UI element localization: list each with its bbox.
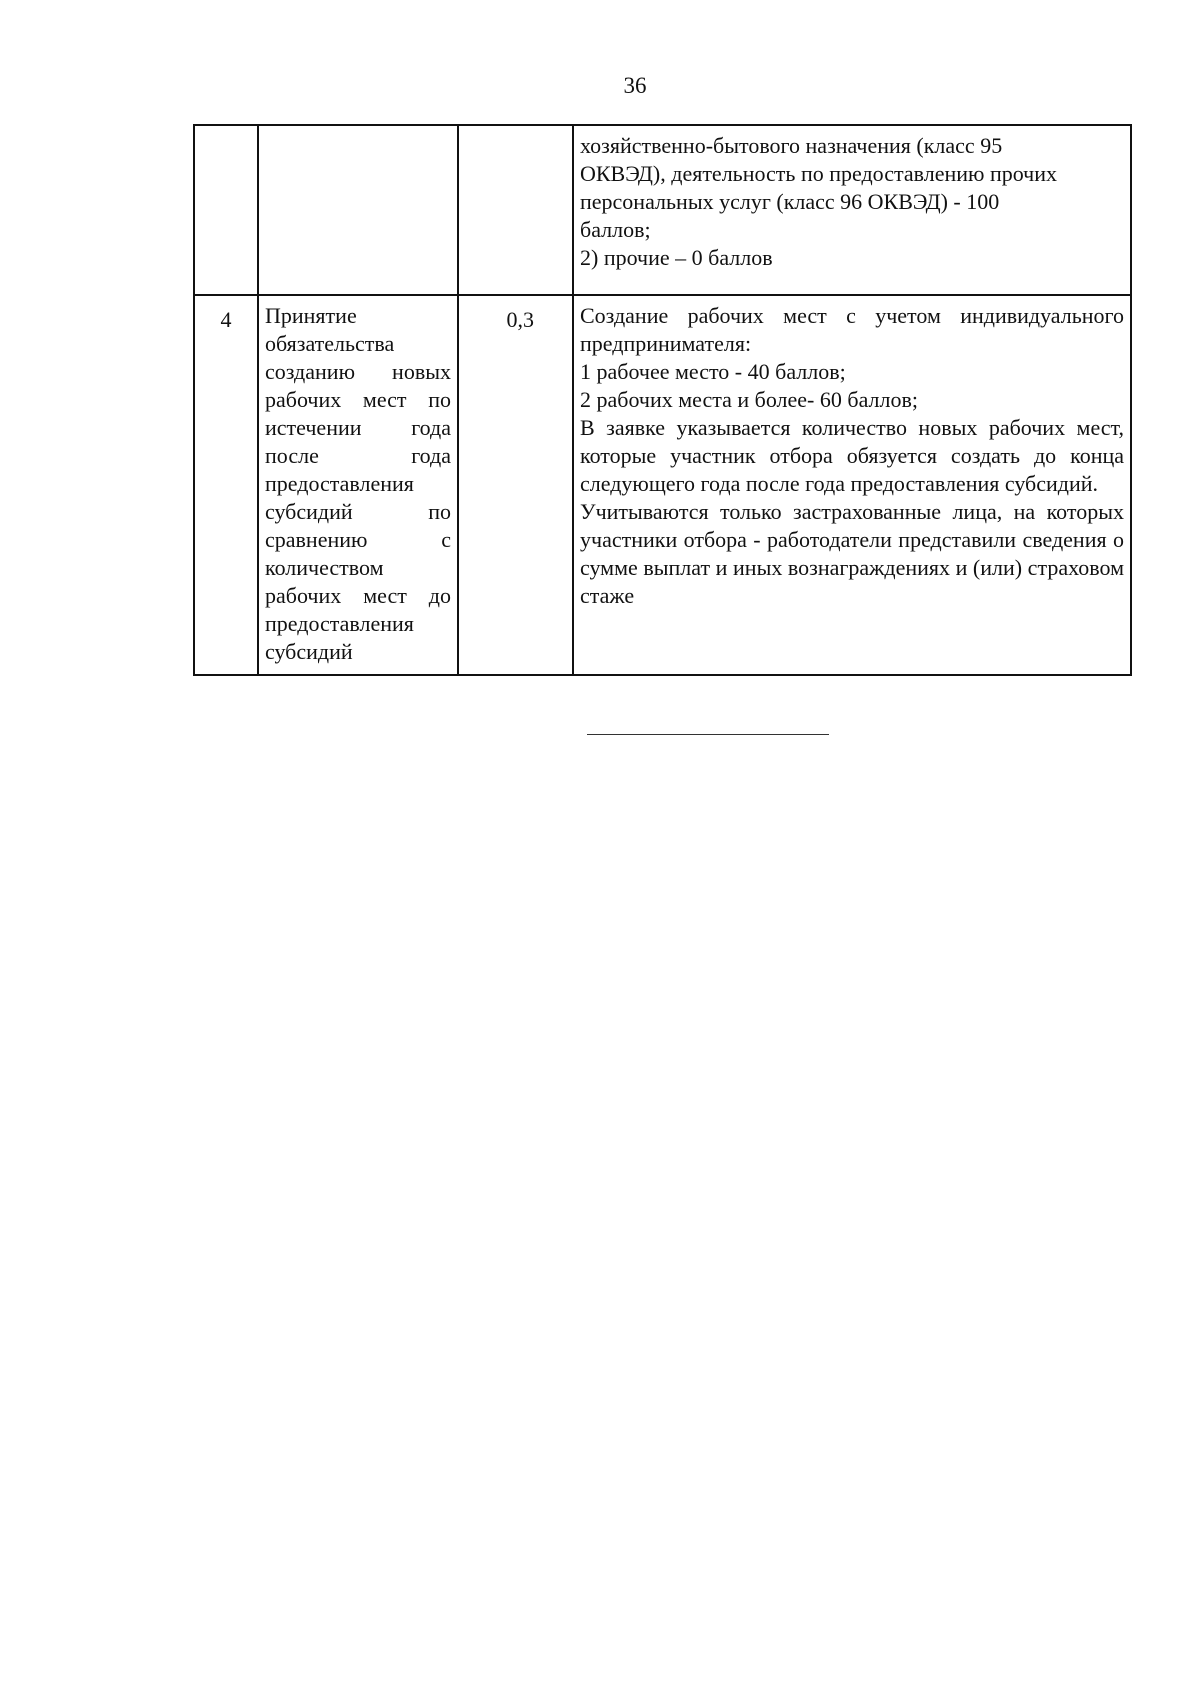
description-line: баллов; [580,217,651,242]
end-of-section-rule [587,734,829,735]
criterion-name-cell [258,125,458,295]
description-line: хозяйственно-бытового назначения (класс 95 [580,133,1003,158]
description-paragraph: В заявке указывается количество новых рабочих мест, которые участник отбора обязуется создать до конца следующего года после года предоставления субсидий. [580,415,1124,496]
criterion-description-cell [573,295,1131,675]
criteria-table [193,124,1132,676]
description-paragraph: 2 рабочих места и более- 60 баллов; [580,387,918,412]
row-number-cell: 4 [194,295,258,675]
weight-cell: 0,3 [458,295,573,675]
description-line: 2) прочие – 0 баллов [580,245,773,270]
description-paragraph: Создание рабочих мест с учетом индивидуального предпринимателя: [580,303,1124,356]
description-line: персональных услуг (класс 96 ОКВЭД) - 100 [580,189,1000,214]
row-number-cell [194,125,258,295]
description-paragraph: 1 рабочее место - 40 баллов; [580,359,846,384]
page-number: 36 [623,73,647,98]
table-row [194,295,1131,675]
table-row [194,125,1131,295]
weight-cell [458,125,573,295]
description-line: ОКВЭД), деятельность по предоставлению прочих [580,161,1057,186]
criterion-description-cell [573,125,1131,295]
criterion-name-cell: Принятие обязательства созданию новых рабочих мест по истечении года после года предоставления субсидий по сравнению с количеством рабочих мест до предоставления субсидий [258,295,458,675]
description-paragraph: Учитываются только застрахованные лица, на которых участники отбора - работодатели представили сведения о сумме выплат и иных вознаграждениях и (или) страховом стаже [580,499,1124,608]
